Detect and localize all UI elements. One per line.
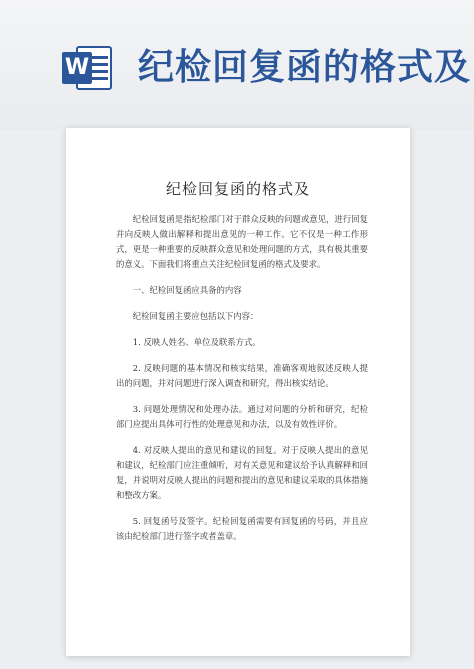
list-item-3: 3. 问题处理情况和处理办法。通过对问题的分析和研究，纪检部门应提出具体可行性的处理意见和办法，以及有效性评价。 bbox=[116, 404, 368, 429]
document-page bbox=[66, 128, 410, 656]
list-item-1: 1. 反映人姓名、单位及联系方式。 bbox=[132, 337, 261, 347]
word-badge: W bbox=[62, 52, 92, 84]
paragraph-lead: 纪检回复函主要应包括以下内容： bbox=[132, 311, 259, 321]
list-item-5: 5. 回复函号及签字。纪检回复函需要有回复函的号码，并且应该由纪检部门进行签字或者盖章。 bbox=[116, 516, 368, 541]
paragraph-intro: 纪检回复函是指纪检部门对于群众反映的问题或意见，进行回复并向反映人做出解释和提出意见的一种工作。它不仅是一种工作形式，更是一种重要的反映群众意见和处理问题的方式，具有极其重要的意义。下面我们将重点关注纪检回复函的格式及要求。 bbox=[116, 214, 368, 269]
document-title: 纪检回复函的格式及 bbox=[165, 180, 310, 198]
banner bbox=[0, 0, 474, 130]
list-item-2: 2. 反映问题的基本情况和核实结果，准确客观地叙述反映人提出的问题，并对问题进行深入调查和研究，得出核实结论。 bbox=[116, 363, 368, 388]
banner-title: 纪检回复函的格式及 bbox=[138, 47, 472, 88]
section-heading: 一、纪检回复函应具备的内容 bbox=[132, 285, 242, 295]
document-body bbox=[116, 212, 368, 555]
list-item-4: 4. 对反映人提出的意见和建议的回复。对于反映人提出的意见和建议，纪检部门应注重倾听，对有关意见和建议给予认真解释和回复，并说明对反映人提出的问题和提出的意见和建议采取的具体措施和整改方案。 bbox=[116, 445, 368, 500]
word-icon bbox=[62, 42, 114, 94]
